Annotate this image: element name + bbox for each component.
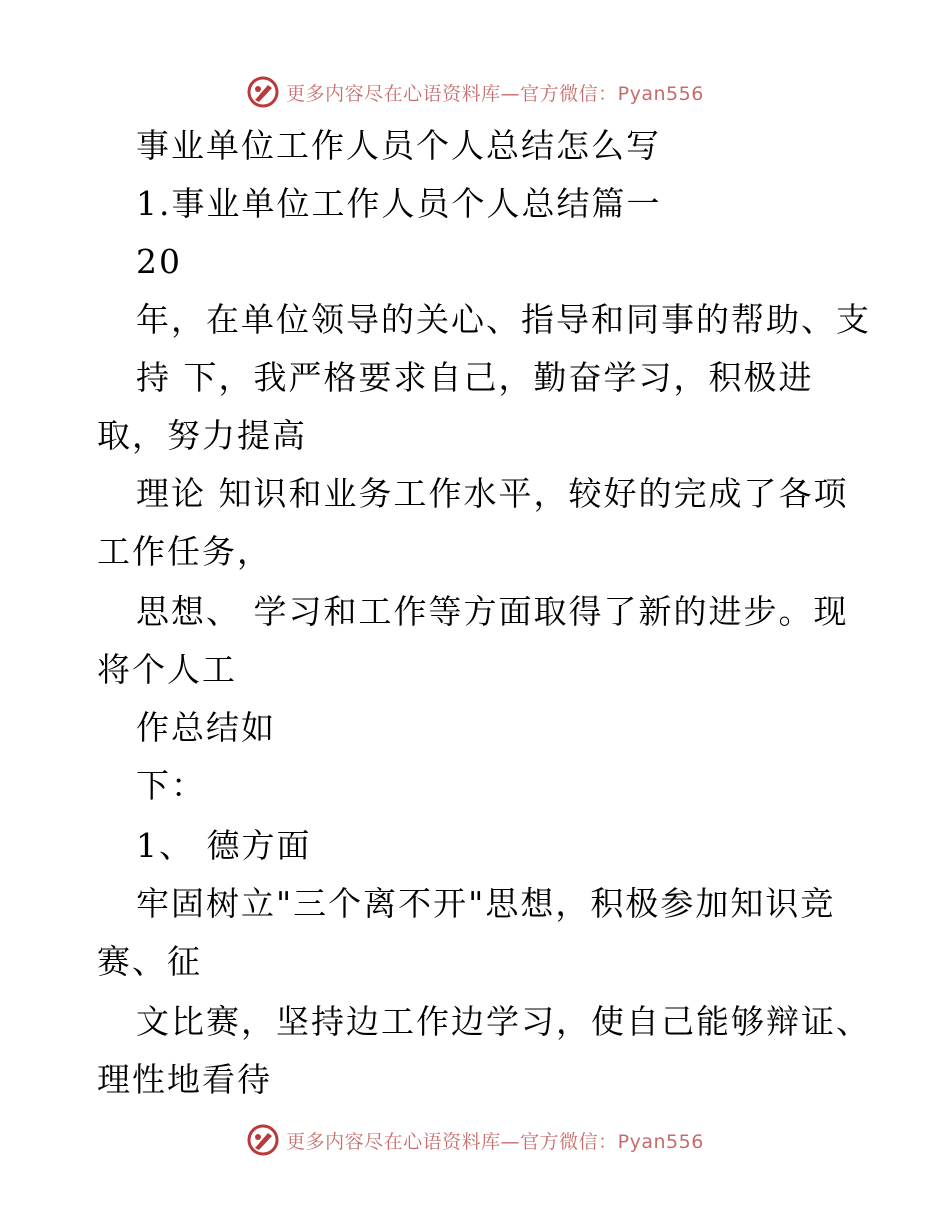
document-title: 事业单位工作人员个人总结怎么写 [136,126,661,165]
paragraph-line: 工作任务， [97,532,272,571]
paragraph-line: 牢固树立"三个离不开"思想，积极参加知识竞 [136,884,836,923]
subsection-heading: 1、 德方面 [136,826,312,865]
paragraph-line: 下： [136,766,206,805]
pen-seal-logo-icon [246,75,280,109]
footer-banner [0,1120,950,1160]
pen-seal-logo-icon [246,1123,280,1157]
paragraph-line: 将个人工 [97,650,237,689]
paragraph-line: 作总结如 [136,708,276,747]
footer-banner-text: 更多内容尽在心语资料库—官方微信：Pyan556 [286,1130,704,1153]
paragraph-line: 持 下，我严格要求自己，勤奋学习，积极进 [136,358,814,397]
paragraph-line: 20 [136,242,182,281]
header-banner-text: 更多内容尽在心语资料库—官方微信：Pyan556 [286,82,704,105]
paragraph-line: 思想、 学习和工作等方面取得了新的进步。现 [136,592,849,631]
paragraph-line: 理性地看待 [97,1060,272,1099]
paragraph-line: 取，努力提高 [97,416,307,455]
paragraph-line: 理论 知识和业务工作水平，较好的完成了各项 [136,474,849,513]
paragraph-line: 年，在单位领导的关心、指导和同事的帮助、支 [136,300,871,339]
paragraph-line: 文比赛，坚持边工作边学习，使自己能够辩证、 [136,1002,871,1041]
paragraph-line: 赛、征 [97,942,202,981]
header-banner [0,72,950,112]
section-heading: 1.事业单位工作人员个人总结篇一 [136,184,662,223]
